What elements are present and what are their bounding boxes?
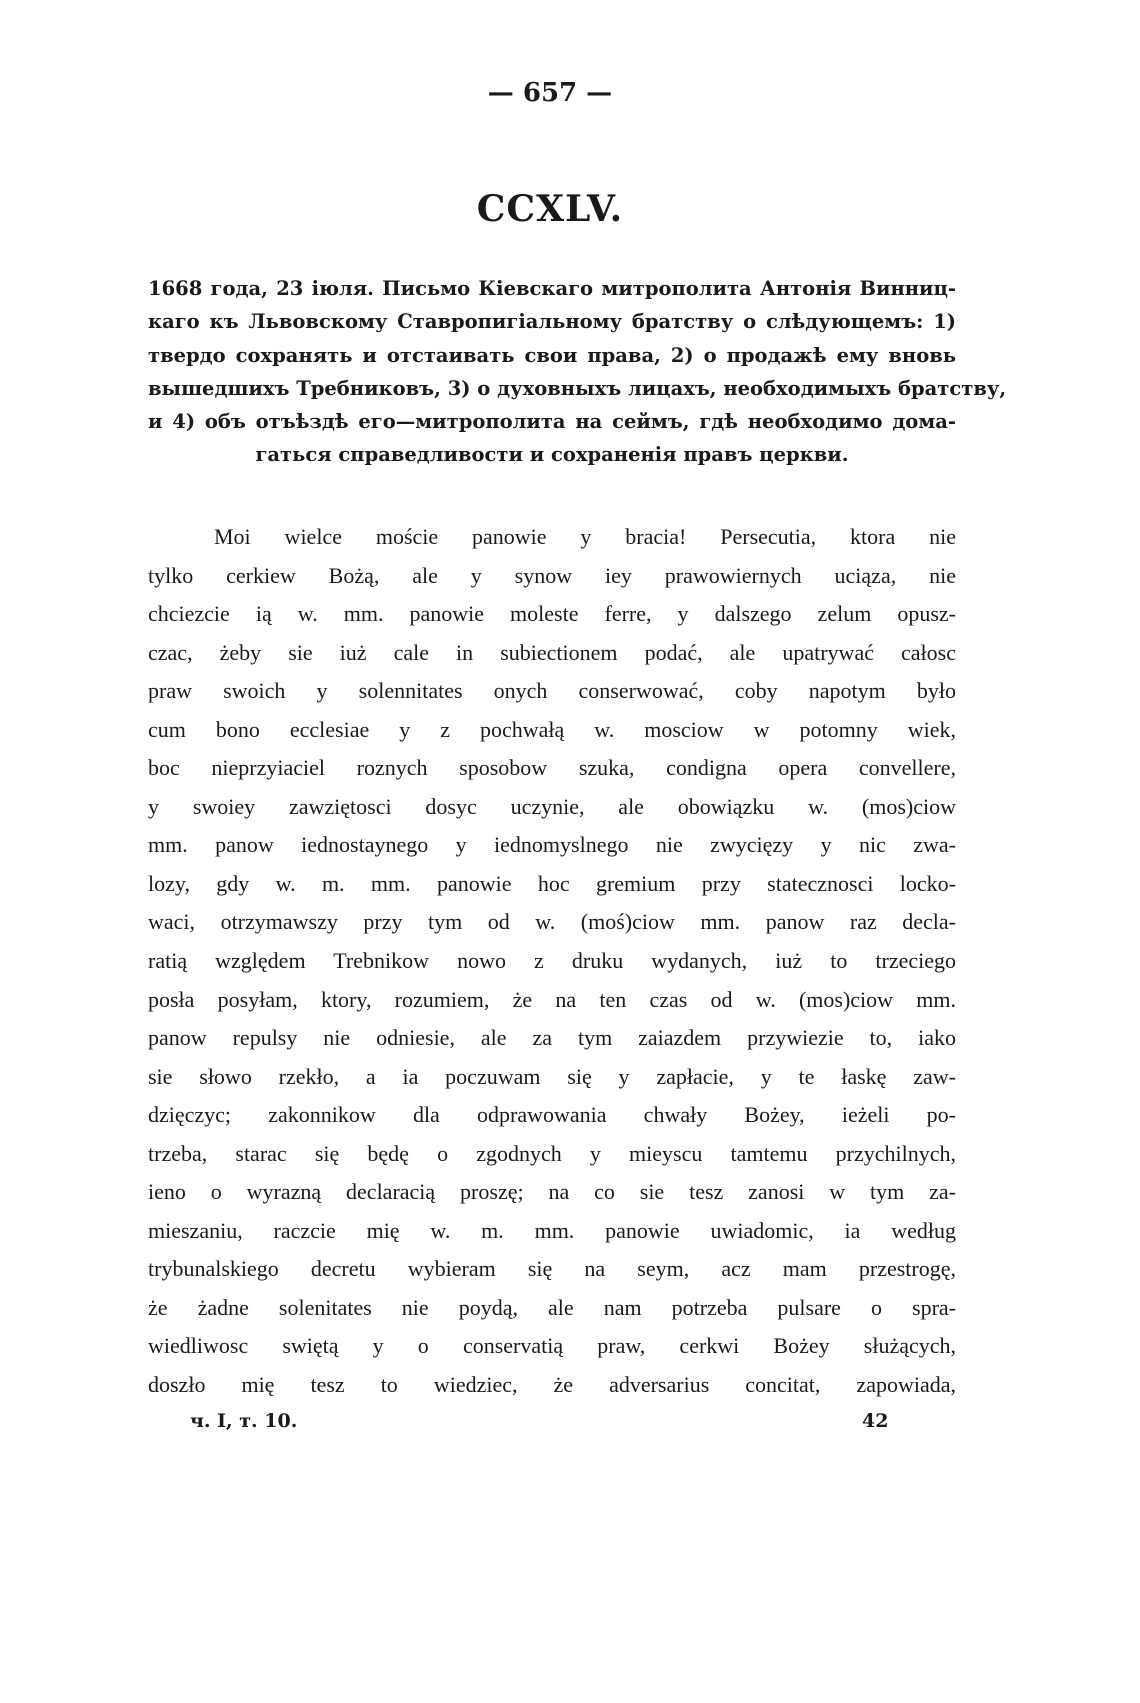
body-line: dzięczyc; zakonnikow dla odprawowania chwały Bożey, ieżeli po- xyxy=(148,1102,956,1128)
summary-block xyxy=(148,272,1007,472)
summary-line: 1668 года, 23 іюля. Письмо Кіевскаго митрополита Антонія Винниц- xyxy=(148,277,956,300)
body-line: boc nieprzyiaciel roznych sposobow szuka, condigna opera convellere, xyxy=(148,755,956,781)
body-line: y swoiey zawziętosci dosyc uczynie, ale obowiązku w. (mos)ciow xyxy=(148,793,956,819)
body-line: mieszaniu, raczcie mię w. m. mm. panowie uwiadomic, ia według xyxy=(148,1217,956,1243)
body-line: trzeba, starac się będę o zgodnych y mieyscu tamtemu przychilnych, xyxy=(148,1140,956,1166)
document-heading: CCXLV. xyxy=(476,188,624,230)
body-line: praw swoich y solennitates onych conserwować, coby napotym było xyxy=(148,678,956,704)
body-line: cum bono ecclesiae y z pochwałą w. mosciow w potomny wiek, xyxy=(148,716,956,742)
body-line: ratią względem Trebnikow nowo z druku wydanych, iuż to trzeciego xyxy=(148,948,956,974)
body-line: chciezcie ią w. mm. panowie moleste ferre, y dalszego zelum opusz- xyxy=(148,601,956,627)
body-line: czac, żeby sie iuż cale in subiectionem podać, ale upatrywać całosc xyxy=(148,639,956,665)
summary-line: вышедшихъ Требниковъ, 3) о духовныхъ лицахъ, необходимыхъ братству, xyxy=(148,376,1007,400)
body-line: waci, otrzymawszy przy tym od w. (moś)ciow mm. panow raz decla- xyxy=(148,909,956,935)
body-line: trybunalskiego decretu wybieram się na seym, acz mam przestrogę, xyxy=(148,1256,956,1282)
sheet-number: 42 xyxy=(862,1410,889,1432)
letter-body xyxy=(148,518,956,1405)
body-line: lozy, gdy w. m. mm. panowie hoc gremium przy statecznosci locko- xyxy=(148,870,956,896)
body-line: mm. panow iednostaynego y iednomyslnego nie zwycięzy y nic zwa- xyxy=(148,832,956,858)
summary-line: каго къ Львовскому Ставропигіальному братству о слѣдующемъ: 1) xyxy=(148,310,956,334)
page-number: — 657 — xyxy=(487,78,613,108)
summary-line: твердо сохранять и отстаивать свои права, 2) о продажѣ ему вновь xyxy=(148,343,956,367)
body-line: sie słowo rzekło, a ia poczuwam się y zapłacie, y te łaskę zaw- xyxy=(148,1063,956,1089)
body-line: wiedliwosc swiętą y o conservatią praw, cerkwi Bożey służących, xyxy=(148,1333,956,1359)
body-line: doszło mię tesz to wiedziec, że adversarius concitat, zapowiada, xyxy=(148,1372,956,1398)
body-line: że żadne solenitates nie poydą, ale nam potrzeba pulsare o spra- xyxy=(148,1294,956,1320)
summary-line: и 4) объ отъѣздѣ его—митрополита на сеймъ, гдѣ необходимо дома- xyxy=(148,410,956,434)
summary-line: гаться справедливости и сохраненія правъ церкви. xyxy=(255,443,849,467)
signature-mark: ч. I, т. 10. xyxy=(190,1410,298,1432)
body-line: tylko cerkiew Bożą, ale y synow iey prawowiernych uciąza, nie xyxy=(148,562,956,588)
body-line: Moi wielce moście panowie y bracia! Persecutia, ktora nie xyxy=(214,524,956,549)
body-line: ieno o wyrazną declaracią proszę; na co sie tesz zanosi w tym za- xyxy=(148,1179,956,1205)
body-line: posła posyłam, ktory, rozumiem, że na ten czas od w. (mos)ciow mm. xyxy=(148,986,956,1012)
body-line: panow repulsy nie odniesie, ale za tym zaiazdem przywiezie to, iako xyxy=(148,1025,956,1051)
